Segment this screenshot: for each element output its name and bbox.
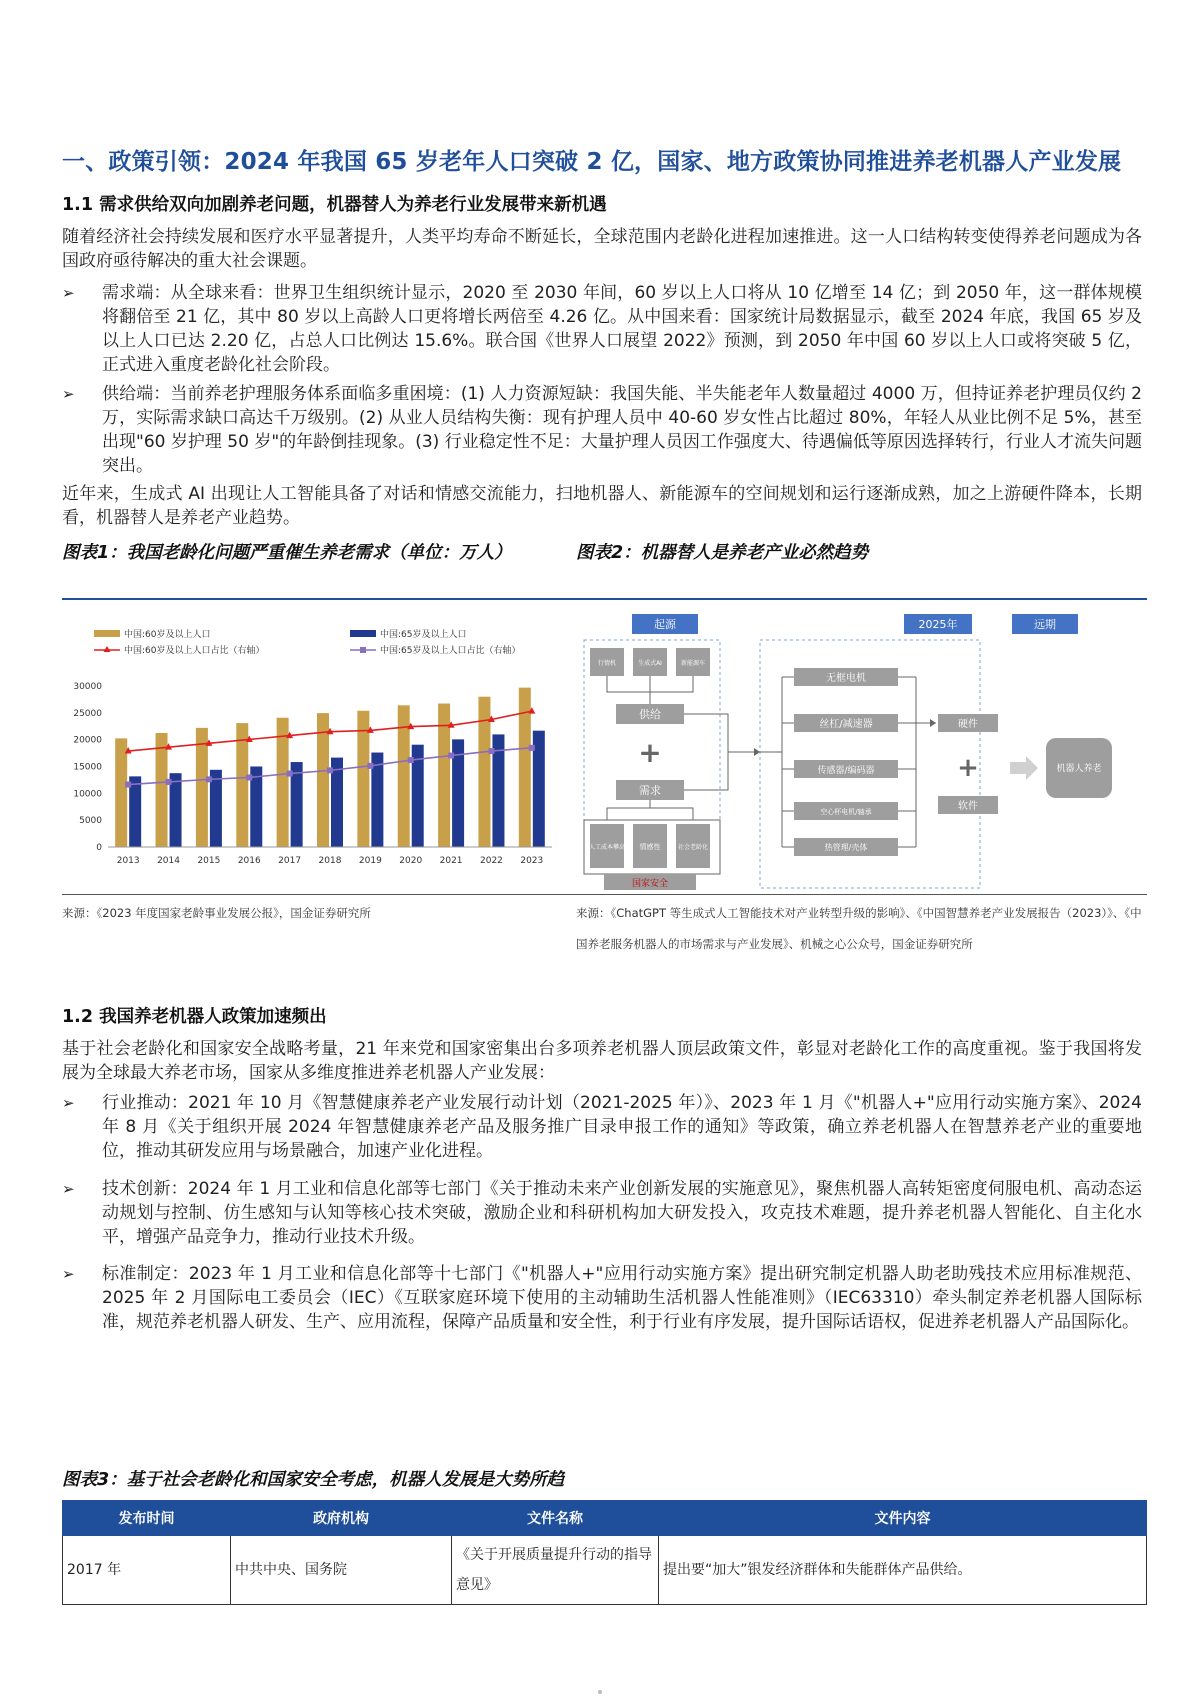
table-header-document: 文件名称 [452,1501,659,1536]
supply-label: 供给 [639,708,661,721]
robot-care-label: 机器人养老 [1056,764,1102,774]
subsection-1-2-heading: 1.2 我国养老机器人政策加速频出 [62,1007,327,1027]
line-point-65-2018 [327,767,333,773]
bullet-arrow-icon: ➢ [62,385,75,403]
table-header-row [63,1501,1147,1536]
input-bottom-0-label: 人工成本攀高 [588,844,626,851]
x-tick-label: 2014 [157,856,180,866]
x-tick-label: 2020 [399,856,423,866]
input-bottom-2-label: 社会老龄化 [677,844,709,851]
s2-bullet-standards [62,1262,1142,1334]
policy-table [62,1500,1147,1605]
legend-marker-line65 [360,647,366,653]
bar-60plus-2014 [156,733,168,847]
component-list [794,668,898,856]
bullet-arrow-icon: ➢ [62,1094,75,1112]
s2-bullet-industry [62,1091,1142,1163]
line-point-65-2023 [529,745,535,751]
table-cell-content: 提出要“加大”银发经济群体和失能群体产品供给。 [659,1536,1147,1605]
bar-60plus-2013 [115,738,127,847]
aging-population-chart [62,620,562,940]
hardware-label: 硬件 [958,719,978,730]
x-tick-label: 2023 [520,856,544,866]
header-far-label: 远期 [1034,618,1056,631]
component-right-connector [898,677,936,847]
x-axis [108,847,552,866]
table-header-agency: 政府机构 [231,1501,452,1536]
table-cell-agency: 中共中央、国务院 [231,1536,452,1605]
table-cell-date: 2017 年 [63,1536,231,1605]
s2-bullet-industry-text: 行业推动：2021 年 10 月《智慧健康养老产业发展行动计划（2021-2025 年）》、2023 年 1 月《"机器人+"应用行动实施方案》、2024 年 8 月《关于组织开展 2024 年智慧健康养老产品及服务推广目录申报工作的通知》等政策，确立养老机器人在智慧养老产业的重要地位，推动其研发应用与场景融合，加速产业化进程。 [102,1093,1142,1161]
y-tick-label: 25000 [73,708,102,719]
demand-label: 需求 [639,784,661,797]
bullet-arrow-icon: ➢ [62,1265,75,1283]
supply-demand-connector [684,714,760,790]
input-top-0-label: 行情机 [597,660,617,667]
s1-bullet-demand [62,281,1142,377]
component-left-connector [760,677,794,847]
y-tick-label: 15000 [73,762,102,773]
line-point-65-2015 [206,776,212,782]
figure-2-title: 图表2：机器替人是养老产业必然趋势 [576,543,869,563]
page-marker [598,1690,602,1694]
s2-intro: 基于社会老龄化和国家安全战略考量，21 年来党和国家密集出台多项养老机器人顶层政策文件，彰显对老龄化工作的高度重视。鉴于我国将发展为全球最大养老市场，国家从多维度推进养老机器人产业发展： [62,1039,1142,1083]
input-top-2-label: 新能源车 [680,660,706,667]
table-header-content: 文件内容 [659,1501,1147,1536]
line-point-65-2014 [166,779,172,785]
plus-icon: + [638,736,662,769]
legend-marker-line60 [104,646,111,652]
figure-2-source: 来源：《ChatGPT 等生成式人工智能技术对产业转型升级的影响》、《中国智慧养老产业发展报告（2023）》、《中国养老服务机器人的市场需求与产业发展》、机械之心公众号，国金证券研究所 [576,906,1142,951]
bullet-arrow-icon: ➢ [62,284,75,302]
figure-1-title: 图表1：我国老龄化问题严重催生养老需求（单位：万人） [62,543,512,563]
x-tick-label: 2015 [197,856,221,866]
legend-swatch-bar60 [94,630,120,637]
x-tick-label: 2022 [480,856,503,866]
line-point-65-2013 [125,782,131,788]
s1-intro: 随着经济社会持续发展和医疗水平显著提升，人类平均寿命不断延长，全球范围内老龄化进程加速推进。这一人口结构转变使得养老问题成为各国政府亟待解决的重大社会课题。 [62,227,1142,271]
input-bottom-1-label: 情感性 [639,843,661,851]
software-label: 软件 [958,801,978,812]
s2-bullet-technology [62,1177,1142,1249]
legend-label-line65: 中国:65岁及以上人口占比（右轴） [380,646,521,656]
component-3-label: 空心杯电机/轴承 [820,808,872,816]
line-point-65-2022 [488,748,494,754]
x-tick-label: 2013 [116,856,140,866]
bottom-inputs-connector [607,800,693,820]
chart-legend [94,628,521,656]
s1-bullet-demand-text: 需求端：从全球来看：世界卫生组织统计显示，2020 至 2030 年间，60 岁以上人口将从 10 亿增至 14 亿；到 2050 年，这一群体规模将翻倍至 21 亿，其中 80 岁以上高龄人口更将增长两倍至 4.26 亿。从中国来看：国家统计局数据显示，截至 2024 年底，我国 65 岁及以上人口已达 2.20 亿，占总人口比例达 15.6%。联合国《世界人口展望 2022》预测，到 2050 年中国 60 岁以上人口或将突破 5 亿，正式进入重度老龄化社会阶段。 [102,283,1142,375]
y-tick-label: 10000 [73,789,102,800]
line-series-3 [128,748,532,785]
legend-label-bar60: 中国:60岁及以上人口 [124,630,211,640]
y-tick-label: 20000 [73,735,102,746]
figure-1-source: 来源：《2023 年度国家老龄事业发展公报》，国金证券研究所 [62,906,371,920]
legend-label-line60: 中国:60岁及以上人口占比（右轴） [124,646,265,656]
s1-closing: 近年来，生成式 AI 出现让人工智能具备了对话和情感交流能力，扫地机器人、新能源车的空间规划和运行逐渐成熟，加之上游硬件降本，长期看，机器替人是养老产业趋势。 [62,484,1142,528]
s1-bullet-supply [62,382,1142,478]
line-point-65-2021 [448,753,454,759]
big-arrow-icon [1010,756,1038,780]
line-point-65-2019 [367,763,373,769]
legend-swatch-bar65 [350,630,376,637]
line-point-65-2020 [408,757,414,763]
line-point-65-2016 [246,774,252,780]
input-top-1-label: 生成式AI [638,660,662,667]
header-2025-label: 2025年 [918,618,958,631]
component-4-label: 热管理/壳体 [824,843,868,852]
figure-bottom-rule [62,894,1147,895]
line-point-65-2017 [287,771,293,777]
table-cell-document: 《关于开展质量提升行动的指导意见》 [452,1536,659,1605]
s1-bullet-supply-text: 供给端：当前养老护理服务体系面临多重困境：(1) 人力资源短缺：我国失能、半失能老年人数量超过 4000 万，但持证养老护理员仅约 2 万，实际需求缺口高达千万级别。(2) 从业人员结构失衡：现有护理人员中 40-60 岁女性占比超过 80%，年轻人从业比例不足 5%，甚至出现"60 岁护理 50 岁"的年龄倒挂现象。(3) 行业稳定性不足：大量护理人员因工作强度大、待遇偏低等原因选择转行，行业人才流失问题突出。 [102,384,1142,476]
table-header-date: 发布时间 [63,1501,231,1536]
x-tick-label: 2021 [439,856,463,866]
x-tick-label: 2017 [278,856,302,866]
arrow-icon [930,719,936,727]
figure-3-title: 图表3：基于社会老龄化和国家安全考虑，机器人发展是大势所趋 [62,1470,565,1490]
y-axis [73,682,102,853]
component-2-label: 传感器/编码器 [817,766,875,776]
subsection-1-1-heading: 1.1 需求供给双向加剧养老问题，机器替人为养老行业发展带来新机遇 [62,195,607,215]
legend-label-bar65: 中国:65岁及以上人口 [380,630,467,640]
arrow-icon [754,748,760,756]
s2-bullet-standards-text: 标准制定：2023 年 1 月工业和信息化部等十七部门《"机器人+"应用行动实施方案》提出研究制定机器人助老助残技术应用标准规范、2025 年 2 月国际电工委员会（IEC）《互联家庭环境下使用的主动辅助生活机器人性能准则》（IEC63310）牵头制定养老机器人国际标准，规范养老机器人研发、生产、应用流程，保障产品质量和安全性，利于行业有序发展，提升国际话语权，促进养老机器人产品国际化。 [102,1264,1142,1332]
y-tick-label: 30000 [73,682,102,692]
figure-title-rule [62,598,1147,600]
component-1-label: 丝杠/减速器 [819,719,873,730]
table-row [63,1536,1147,1605]
x-tick-label: 2019 [358,856,382,866]
x-tick-label: 2018 [318,856,342,866]
bars-layer [115,688,545,847]
y-tick-label: 0 [96,843,102,853]
top-inputs-connector [607,676,693,704]
x-tick-label: 2016 [237,856,261,866]
plus-icon: + [957,753,979,783]
section-title: 一、政策引领：2024 年我国 65 岁老年人口突破 2 亿，国家、地方政策协同推进养老机器人产业发展 [62,149,1122,175]
s2-bullet-technology-text: 技术创新：2024 年 1 月工业和信息化部等七部门《关于推动未来产业创新发展的实施意见》，聚焦机器人高转矩密度伺服电机、高动态运动规划与控制、仿生感知与认知等核心技术突破，激励企业和科研机构加大研发投入，攻克技术难题，提升养老机器人智能化、自主化水平，增强产品竞争力，推动行业技术升级。 [102,1179,1142,1247]
security-label: 国家安全 [631,879,669,889]
lines-layer [125,707,536,787]
component-0-label: 无框电机 [826,673,866,684]
header-origin-label: 起源 [654,618,676,631]
bullet-arrow-icon: ➢ [62,1180,75,1198]
y-tick-label: 5000 [79,816,102,827]
